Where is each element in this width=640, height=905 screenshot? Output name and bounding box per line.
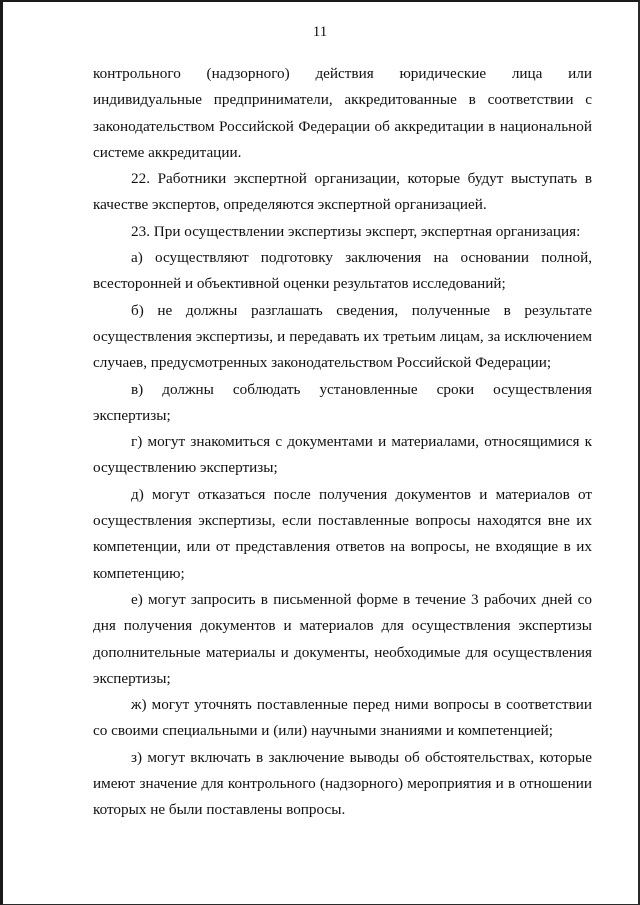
paragraph-item-22: 22. Работники экспертной организации, которые будут выступать в качестве экспертов, определяются экспертной организацией.	[93, 170, 592, 214]
paragraph-item-23: 23. При осуществлении экспертизы эксперт, экспертная организация:	[131, 222, 581, 240]
subitem-zh: ж) могут уточнять поставленные перед ними вопросы в соответствии со своими специальными и (или) научными знаниями и компетенцией;	[93, 696, 592, 740]
subitem-e: е) могут запросить в письменной форме в течение 3 рабочих дней со дня получения документов и материалов для осуществления экспертизы дополнительные материалы и документы, необходимые для осуществления экспертизы;	[93, 590, 592, 687]
paragraph-continuation: контрольного (надзорного) действия юридические лица или индивидуальные предприниматели, аккредитованные в соответствии с законодательством Российской Федерации об аккредитации в национальной системе аккредитации.	[93, 65, 592, 161]
subitem-b: б) не должны разглашать сведения, полученные в результате осуществления экспертизы, и передавать их третьим лицам, за исключением случаев, предусмотренных законодательством Российской Федерации;	[93, 301, 592, 372]
subitem-z: з) могут включать в заключение выводы об обстоятельствах, которые имеют значение для контрольного (надзорного) мероприятия и в отношении которых не были поставлены вопросы.	[93, 748, 592, 819]
subitem-d: д) могут отказаться после получения документов и материалов от осуществления экспертизы, если поставленные вопросы находятся вне их компетенции, или от представления ответов на вопросы, не входящие в их компетенцию;	[93, 485, 592, 582]
subitem-v: в) должны соблюдать установленные сроки осуществления экспертизы;	[93, 380, 592, 424]
document-body	[93, 61, 592, 824]
subitem-g: г) могут знакомиться с документами и материалами, относящимися к осуществлению экспертизы;	[93, 433, 592, 477]
subitem-a: а) осуществляют подготовку заключения на основании полной, всесторонней и объективной оценки результатов исследований;	[93, 249, 592, 293]
page-number: 11	[312, 24, 328, 40]
